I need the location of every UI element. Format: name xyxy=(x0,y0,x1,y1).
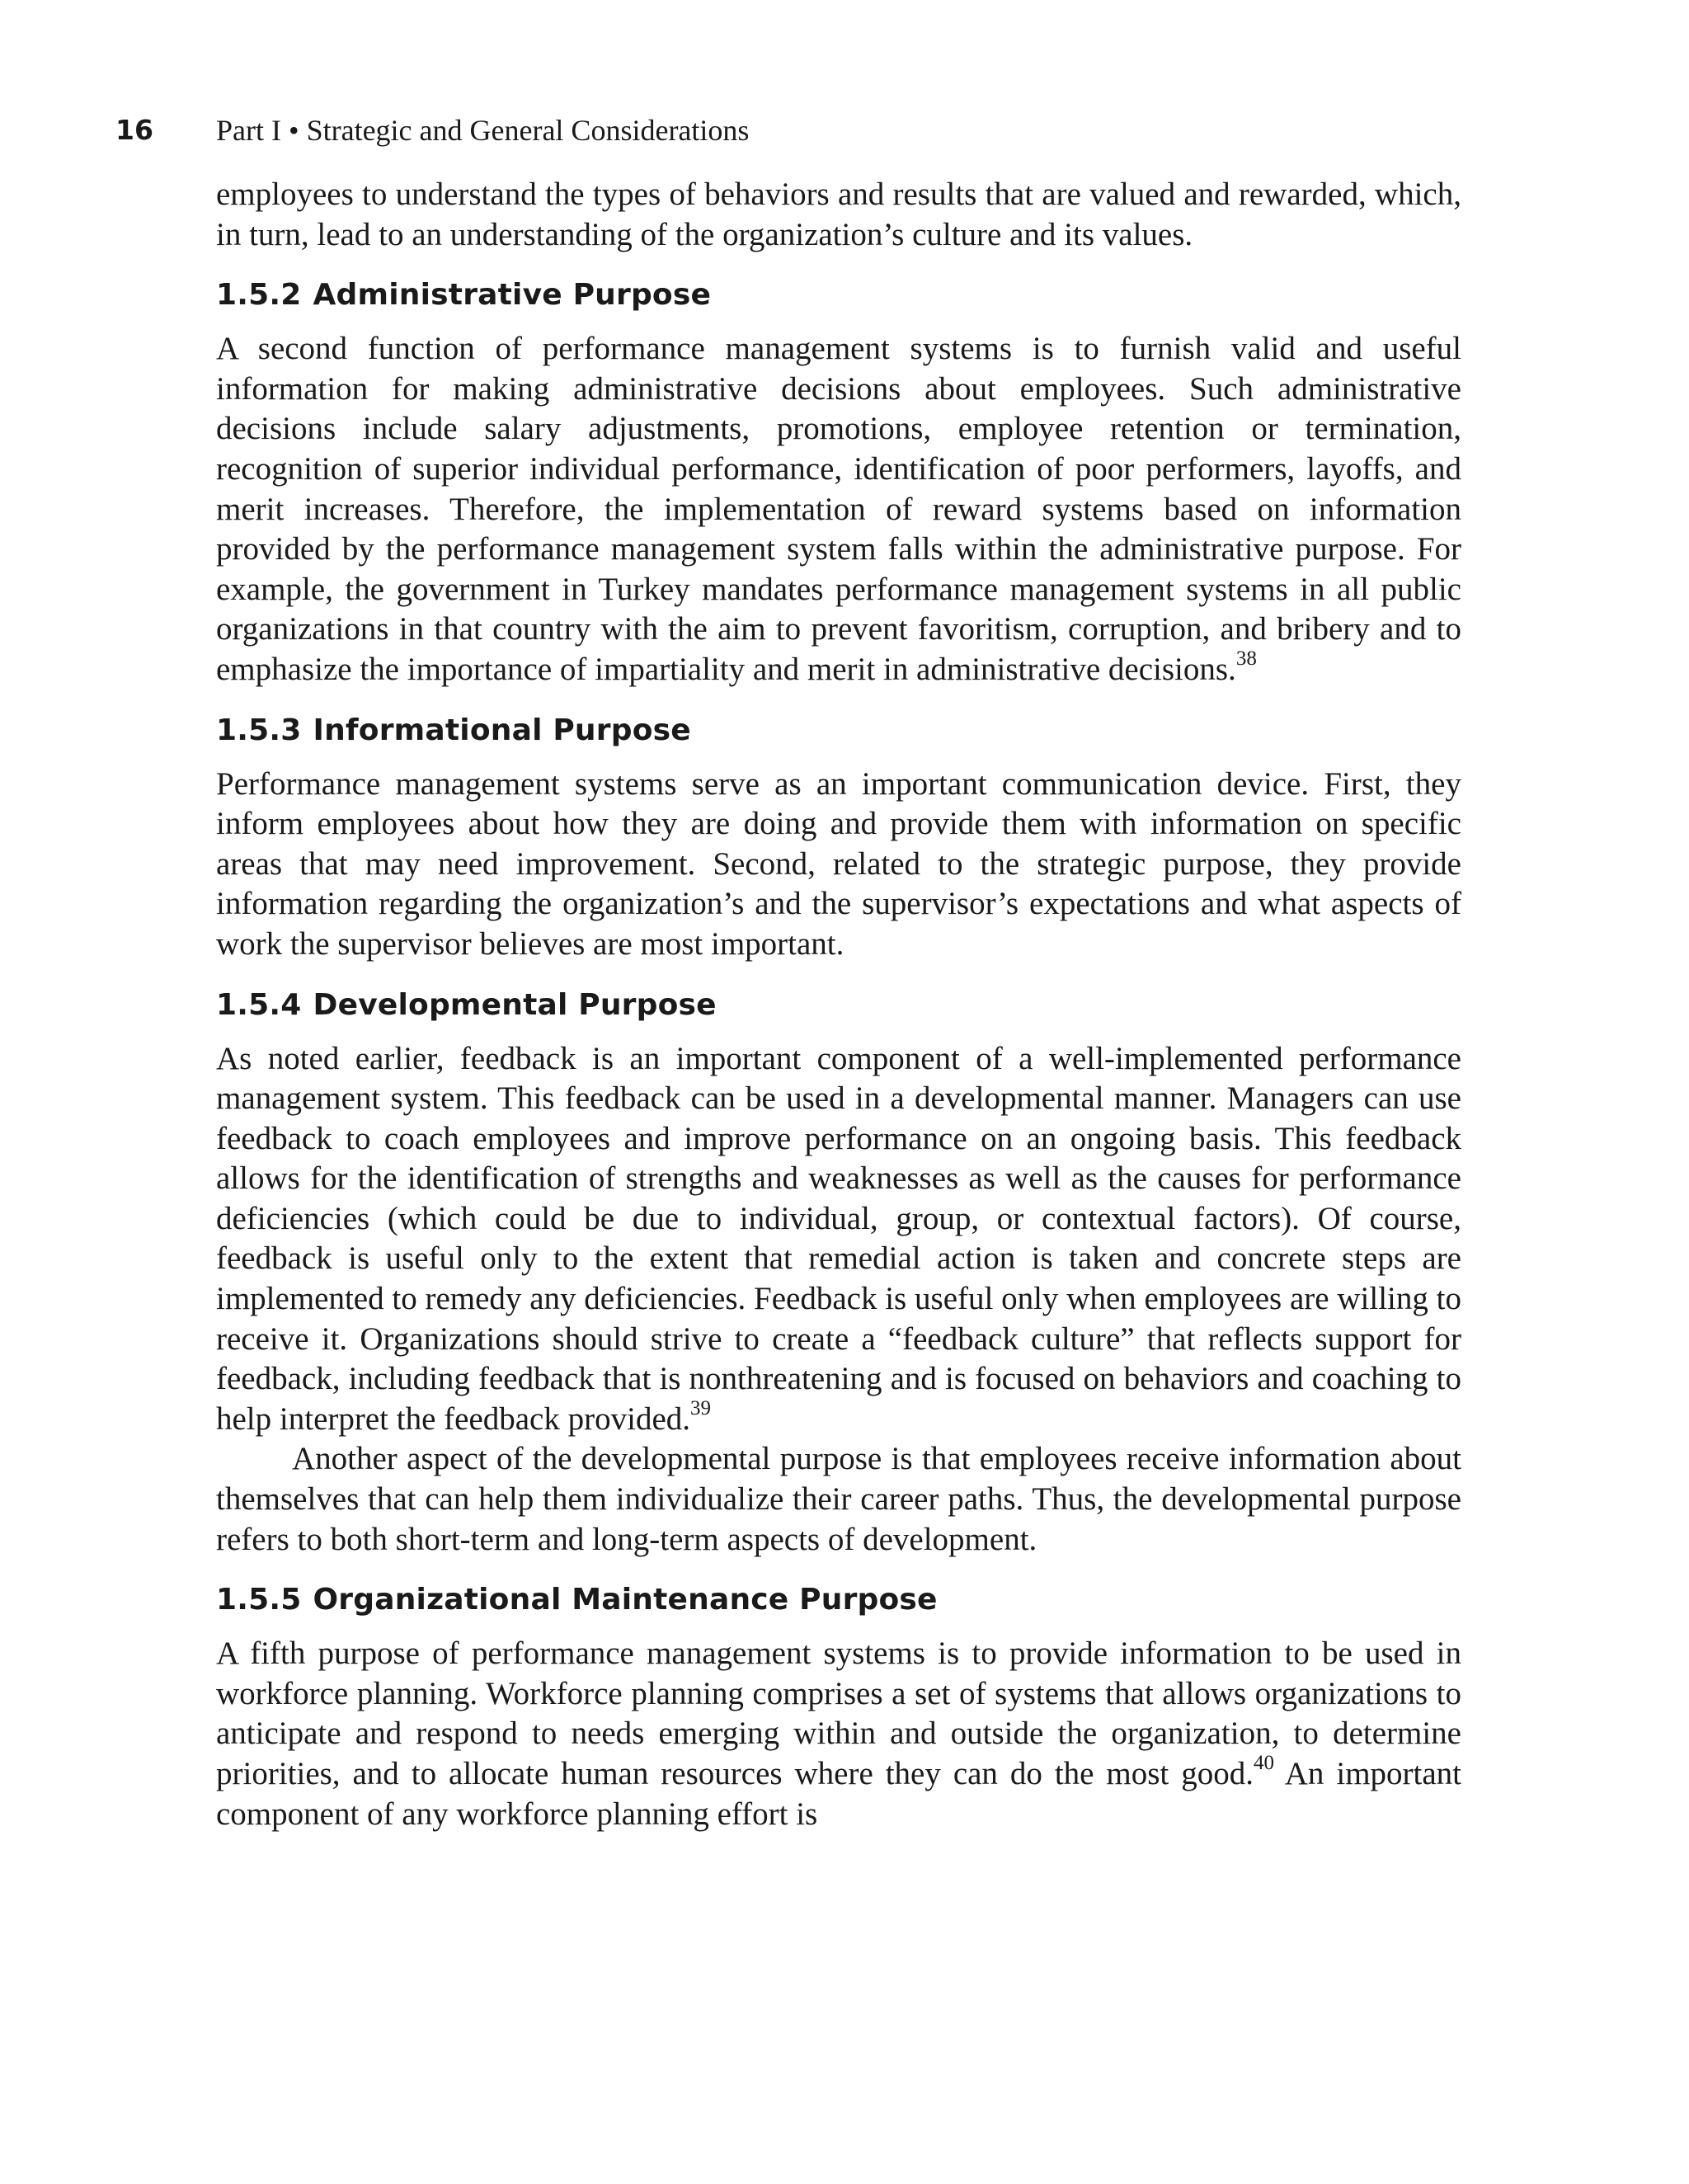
section-number: 1.5.2 xyxy=(216,278,302,313)
page-number: 16 xyxy=(115,114,153,146)
section-title: Developmental Purpose xyxy=(313,987,717,1022)
body-paragraph xyxy=(216,1634,1461,1834)
section-number: 1.5.5 xyxy=(216,1583,302,1617)
body-paragraph xyxy=(216,329,1461,690)
paragraph-text: A fifth purpose of performance management systems is to provide information to be used in workforce planning. Workforce planning comprises a set of systems that allows organizations to anticipate and respond to needs emerging within and outside the organization, to determine priorities, and to allocate human resources where they can do the most good. xyxy=(216,1636,1461,1791)
body-paragraph: Another aspect of the developmental purpose is that employees receive information about themselves that can help them individualize their career paths. Thus, the developmental purpose refers to both short-term and long-term aspects of development. xyxy=(216,1441,1461,1557)
footnote-marker: 38 xyxy=(1235,647,1257,670)
section-informational-purpose xyxy=(216,712,1461,965)
section-organizational-maintenance-purpose xyxy=(216,1581,1461,1834)
section-administrative-purpose xyxy=(216,276,1461,690)
section-number: 1.5.3 xyxy=(216,713,302,747)
body-paragraph: Performance management systems serve as an important communication device. First, they inform employees about how they are doing and provide them with information on specific areas that may need improvement. Second, related to the strategic purpose, they provide information regarding the organization’s and the supervisor’s expectations and what aspects of work the supervisor believes are most important. xyxy=(216,765,1461,962)
section-heading xyxy=(216,1581,1461,1619)
section-title: Informational Purpose xyxy=(313,713,691,747)
section-developmental-purpose xyxy=(216,986,1461,1560)
paragraph-text: A second function of performance management systems is to furnish valid and useful information for making administrative decisions about employees. Such administrative decisions include salary adjustments, promotions, employee retention or termination, recognition of superior individual performance, identification of poor performers, layoffs, and merit increases. Therefore, the implementation of reward systems based on information provided by the performance management system falls within the administrative purpose. For example, the government in Turkey mandates performance management systems in all public organizations in that country with the aim to prevent favoritism, corruption, and bribery and to emphasize the importance of impartiality and merit in administrative decisions. xyxy=(216,331,1461,687)
section-title: Administrative Purpose xyxy=(313,278,712,313)
paragraph-text: An important component of any workforce planning effort is xyxy=(216,1756,1461,1832)
section-heading xyxy=(216,986,1461,1024)
paragraph-text: As noted earlier, feedback is an important component of a well-implemented performance management system. This feedback can be used in a developmental manner. Managers can use feedback to coach employees and improve performance on an ongoing basis. This feedback allows for the identification of strengths and weaknesses as well as the causes for performance deficiencies (which could be due to individual, group, or contextual factors). Of course, feedback is useful only to the extent that remedial action is taken and concrete steps are implemented to remedy any deficiencies. Feedback is useful only when employees are willing to receive it. Organizations should strive to create a “feedback culture” that reflects support for feedback, including feedback that is nonthreatening and is focused on behaviors and coaching to help interpret the feedback provided. xyxy=(216,1040,1461,1437)
section-number: 1.5.4 xyxy=(216,987,302,1022)
page-body xyxy=(216,175,1461,1834)
section-title: Organizational Maintenance Purpose xyxy=(313,1583,938,1617)
running-title: Part I • Strategic and General Considerations xyxy=(216,114,750,147)
section-heading xyxy=(216,276,1461,314)
footnote-marker: 40 xyxy=(1253,1752,1274,1774)
running-head xyxy=(115,112,1468,153)
section-heading xyxy=(216,712,1461,750)
intro-paragraph: employees to understand the types of behaviors and results that are valued and rewarded, which, in turn, lead to an understanding of the organization’s culture and its values. xyxy=(216,177,1461,252)
body-paragraph xyxy=(216,1039,1461,1440)
footnote-marker: 39 xyxy=(690,1396,712,1419)
